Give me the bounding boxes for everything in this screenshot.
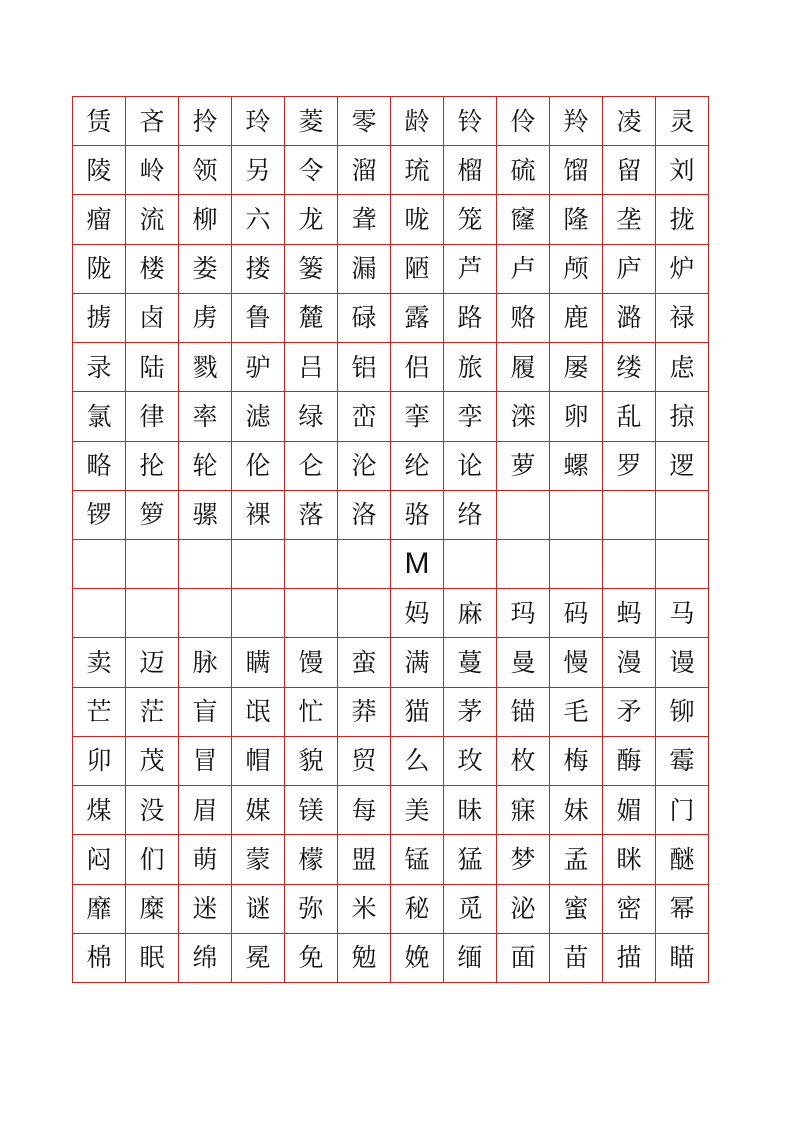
character-cell: 孪 <box>444 392 497 441</box>
character-cell: 吝 <box>126 97 179 146</box>
character-cell: 论 <box>444 442 497 491</box>
character-cell: 溜 <box>338 146 391 195</box>
character-cell: 吕 <box>285 343 338 392</box>
character-cell: 络 <box>444 491 497 540</box>
character-cell: 面 <box>497 934 550 983</box>
character-cell: 笼 <box>444 195 497 244</box>
character-cell: 率 <box>179 392 232 441</box>
character-cell: 绵 <box>179 934 232 983</box>
character-cell: 茂 <box>126 737 179 786</box>
character-cell: 陆 <box>126 343 179 392</box>
character-cell: 梅 <box>550 737 603 786</box>
character-cell: 瘤 <box>73 195 126 244</box>
character-cell: 糜 <box>126 885 179 934</box>
character-cell: 娩 <box>391 934 444 983</box>
character-cell: 颅 <box>550 245 603 294</box>
character-cell: 毛 <box>550 688 603 737</box>
character-cell: 闷 <box>73 835 126 884</box>
character-cell: 琉 <box>391 146 444 195</box>
character-cell: 六 <box>232 195 285 244</box>
character-cell: 菱 <box>285 97 338 146</box>
character-cell: 米 <box>338 885 391 934</box>
character-cell: 篓 <box>285 245 338 294</box>
character-cell: 美 <box>391 786 444 835</box>
character-cell: 拢 <box>656 195 709 244</box>
character-cell: 妈 <box>391 589 444 638</box>
character-cell: 枚 <box>497 737 550 786</box>
character-cell: 秘 <box>391 885 444 934</box>
empty-grid-cell <box>656 491 709 540</box>
character-cell: 茫 <box>126 688 179 737</box>
empty-grid-cell <box>497 540 550 589</box>
character-cell: 柳 <box>179 195 232 244</box>
character-cell: 貌 <box>285 737 338 786</box>
character-cell: 凌 <box>603 97 656 146</box>
character-cell: 馏 <box>550 146 603 195</box>
character-cell: 密 <box>603 885 656 934</box>
character-cell: 瞄 <box>656 934 709 983</box>
character-cell: 履 <box>497 343 550 392</box>
character-cell: 侣 <box>391 343 444 392</box>
character-cell: 玛 <box>497 589 550 638</box>
character-cell: 门 <box>656 786 709 835</box>
empty-grid-cell <box>550 491 603 540</box>
character-cell: 们 <box>126 835 179 884</box>
character-cell: 眠 <box>126 934 179 983</box>
character-cell: 卢 <box>497 245 550 294</box>
character-cell: 刘 <box>656 146 709 195</box>
character-cell: 泌 <box>497 885 550 934</box>
character-cell: 蒙 <box>232 835 285 884</box>
character-cell: 轮 <box>179 442 232 491</box>
empty-grid-cell <box>179 589 232 638</box>
character-cell: 玲 <box>232 97 285 146</box>
character-cell: 芦 <box>444 245 497 294</box>
character-cell: 码 <box>550 589 603 638</box>
character-practice-grid <box>72 96 709 983</box>
character-cell: 弥 <box>285 885 338 934</box>
character-cell: 羚 <box>550 97 603 146</box>
character-cell: 卵 <box>550 392 603 441</box>
character-cell: 略 <box>73 442 126 491</box>
empty-grid-cell <box>285 589 338 638</box>
character-cell: 靡 <box>73 885 126 934</box>
character-cell: 漫 <box>603 638 656 687</box>
character-cell: 寐 <box>497 786 550 835</box>
character-cell: 蛮 <box>338 638 391 687</box>
character-cell: 虑 <box>656 343 709 392</box>
empty-grid-cell <box>444 540 497 589</box>
character-cell: 仑 <box>285 442 338 491</box>
character-cell: 媚 <box>603 786 656 835</box>
character-cell: 拎 <box>179 97 232 146</box>
character-cell: 猫 <box>391 688 444 737</box>
character-cell: 酶 <box>603 737 656 786</box>
character-cell: 眉 <box>179 786 232 835</box>
character-cell: 聋 <box>338 195 391 244</box>
character-cell: 赂 <box>497 294 550 343</box>
character-cell: 冒 <box>179 737 232 786</box>
character-cell: 灵 <box>656 97 709 146</box>
character-cell: 莽 <box>338 688 391 737</box>
character-cell: 帽 <box>232 737 285 786</box>
character-cell: 麓 <box>285 294 338 343</box>
character-cell: 霉 <box>656 737 709 786</box>
character-cell: 芒 <box>73 688 126 737</box>
character-cell: 挛 <box>391 392 444 441</box>
character-cell: 露 <box>391 294 444 343</box>
empty-grid-cell <box>179 540 232 589</box>
character-cell: 玫 <box>444 737 497 786</box>
character-cell: 茅 <box>444 688 497 737</box>
character-cell: 旅 <box>444 343 497 392</box>
empty-grid-cell <box>126 540 179 589</box>
character-cell: 骆 <box>391 491 444 540</box>
character-cell: 没 <box>126 786 179 835</box>
empty-grid-cell <box>126 589 179 638</box>
character-cell: 迷 <box>179 885 232 934</box>
character-cell: 驴 <box>232 343 285 392</box>
empty-grid-cell <box>550 540 603 589</box>
character-cell: 落 <box>285 491 338 540</box>
character-cell: 陋 <box>391 245 444 294</box>
character-cell: 萝 <box>497 442 550 491</box>
character-cell: 馒 <box>285 638 338 687</box>
character-cell: 滤 <box>232 392 285 441</box>
character-cell: 脉 <box>179 638 232 687</box>
character-cell: 卯 <box>73 737 126 786</box>
character-cell: 蚂 <box>603 589 656 638</box>
character-cell: 每 <box>338 786 391 835</box>
character-cell: 冕 <box>232 934 285 983</box>
character-cell: 盟 <box>338 835 391 884</box>
character-cell: 勉 <box>338 934 391 983</box>
character-cell: 律 <box>126 392 179 441</box>
character-cell: 伶 <box>497 97 550 146</box>
empty-grid-cell <box>73 589 126 638</box>
character-cell: 缅 <box>444 934 497 983</box>
character-cell: 录 <box>73 343 126 392</box>
character-cell: 乱 <box>603 392 656 441</box>
character-cell: 苗 <box>550 934 603 983</box>
character-cell: 抡 <box>126 442 179 491</box>
character-cell: 纶 <box>391 442 444 491</box>
character-cell: 忙 <box>285 688 338 737</box>
character-cell: 掠 <box>656 392 709 441</box>
character-cell: 媒 <box>232 786 285 835</box>
character-cell: 镁 <box>285 786 338 835</box>
character-cell: 锰 <box>391 835 444 884</box>
character-cell: 描 <box>603 934 656 983</box>
character-cell: 迈 <box>126 638 179 687</box>
character-cell: 硫 <box>497 146 550 195</box>
empty-grid-cell <box>497 491 550 540</box>
character-cell: 锣 <box>73 491 126 540</box>
character-cell: 裸 <box>232 491 285 540</box>
character-cell: 掳 <box>73 294 126 343</box>
character-cell: 缕 <box>603 343 656 392</box>
character-cell: 领 <box>179 146 232 195</box>
character-cell: 谜 <box>232 885 285 934</box>
character-cell: 骡 <box>179 491 232 540</box>
character-cell: 鹿 <box>550 294 603 343</box>
character-cell: 搂 <box>232 245 285 294</box>
character-cell: 陵 <box>73 146 126 195</box>
character-cell: 洛 <box>338 491 391 540</box>
character-cell: 盲 <box>179 688 232 737</box>
character-cell: 谩 <box>656 638 709 687</box>
character-cell: 铝 <box>338 343 391 392</box>
character-cell: 另 <box>232 146 285 195</box>
character-cell: 铃 <box>444 97 497 146</box>
empty-grid-cell <box>285 540 338 589</box>
character-cell: 令 <box>285 146 338 195</box>
character-cell: 么 <box>391 737 444 786</box>
character-cell: 绿 <box>285 392 338 441</box>
character-cell: 咙 <box>391 195 444 244</box>
empty-grid-cell <box>73 540 126 589</box>
character-cell: 伦 <box>232 442 285 491</box>
character-cell: 卤 <box>126 294 179 343</box>
character-cell: 陇 <box>73 245 126 294</box>
character-cell: 棉 <box>73 934 126 983</box>
character-cell: 峦 <box>338 392 391 441</box>
empty-grid-cell <box>603 491 656 540</box>
character-cell: 贸 <box>338 737 391 786</box>
empty-grid-cell <box>656 540 709 589</box>
character-cell: 箩 <box>126 491 179 540</box>
character-cell: 猛 <box>444 835 497 884</box>
character-cell: 曼 <box>497 638 550 687</box>
character-cell: 檬 <box>285 835 338 884</box>
empty-grid-cell <box>232 589 285 638</box>
character-cell: 免 <box>285 934 338 983</box>
character-cell: 漏 <box>338 245 391 294</box>
character-cell: 龙 <box>285 195 338 244</box>
character-cell: 榴 <box>444 146 497 195</box>
character-cell: 马 <box>656 589 709 638</box>
character-cell: 留 <box>603 146 656 195</box>
character-cell: 零 <box>338 97 391 146</box>
character-cell: 妹 <box>550 786 603 835</box>
character-cell: 萌 <box>179 835 232 884</box>
character-cell: 鲁 <box>232 294 285 343</box>
character-cell: 觅 <box>444 885 497 934</box>
character-cell: 瞒 <box>232 638 285 687</box>
character-cell: 龄 <box>391 97 444 146</box>
character-cell: 炉 <box>656 245 709 294</box>
character-cell: 锚 <box>497 688 550 737</box>
character-cell: 岭 <box>126 146 179 195</box>
character-cell: 麻 <box>444 589 497 638</box>
character-cell: 虏 <box>179 294 232 343</box>
character-cell: 赁 <box>73 97 126 146</box>
character-cell: 潞 <box>603 294 656 343</box>
character-cell: 铆 <box>656 688 709 737</box>
character-cell: 梦 <box>497 835 550 884</box>
character-cell: 路 <box>444 294 497 343</box>
character-cell: 罗 <box>603 442 656 491</box>
character-cell: 屡 <box>550 343 603 392</box>
character-cell: 幂 <box>656 885 709 934</box>
character-cell: 蜜 <box>550 885 603 934</box>
character-cell: 逻 <box>656 442 709 491</box>
character-cell: 庐 <box>603 245 656 294</box>
character-cell: 碌 <box>338 294 391 343</box>
character-cell: 禄 <box>656 294 709 343</box>
character-cell: 娄 <box>179 245 232 294</box>
character-cell: 煤 <box>73 786 126 835</box>
character-cell: 隆 <box>550 195 603 244</box>
character-cell: 孟 <box>550 835 603 884</box>
character-cell: 窿 <box>497 195 550 244</box>
character-cell: 戮 <box>179 343 232 392</box>
character-cell: 楼 <box>126 245 179 294</box>
character-cell: 满 <box>391 638 444 687</box>
character-cell: 矛 <box>603 688 656 737</box>
character-cell: 氯 <box>73 392 126 441</box>
character-cell: 螺 <box>550 442 603 491</box>
character-cell: 滦 <box>497 392 550 441</box>
character-cell: 醚 <box>656 835 709 884</box>
character-cell: 垄 <box>603 195 656 244</box>
empty-grid-cell <box>338 589 391 638</box>
section-heading: M <box>391 540 444 589</box>
empty-grid-cell <box>338 540 391 589</box>
character-cell: 沦 <box>338 442 391 491</box>
character-cell: 卖 <box>73 638 126 687</box>
character-cell: 蔓 <box>444 638 497 687</box>
character-cell: 慢 <box>550 638 603 687</box>
character-cell: 眯 <box>603 835 656 884</box>
character-cell: 昧 <box>444 786 497 835</box>
empty-grid-cell <box>232 540 285 589</box>
empty-grid-cell <box>603 540 656 589</box>
character-cell: 流 <box>126 195 179 244</box>
character-cell: 氓 <box>232 688 285 737</box>
